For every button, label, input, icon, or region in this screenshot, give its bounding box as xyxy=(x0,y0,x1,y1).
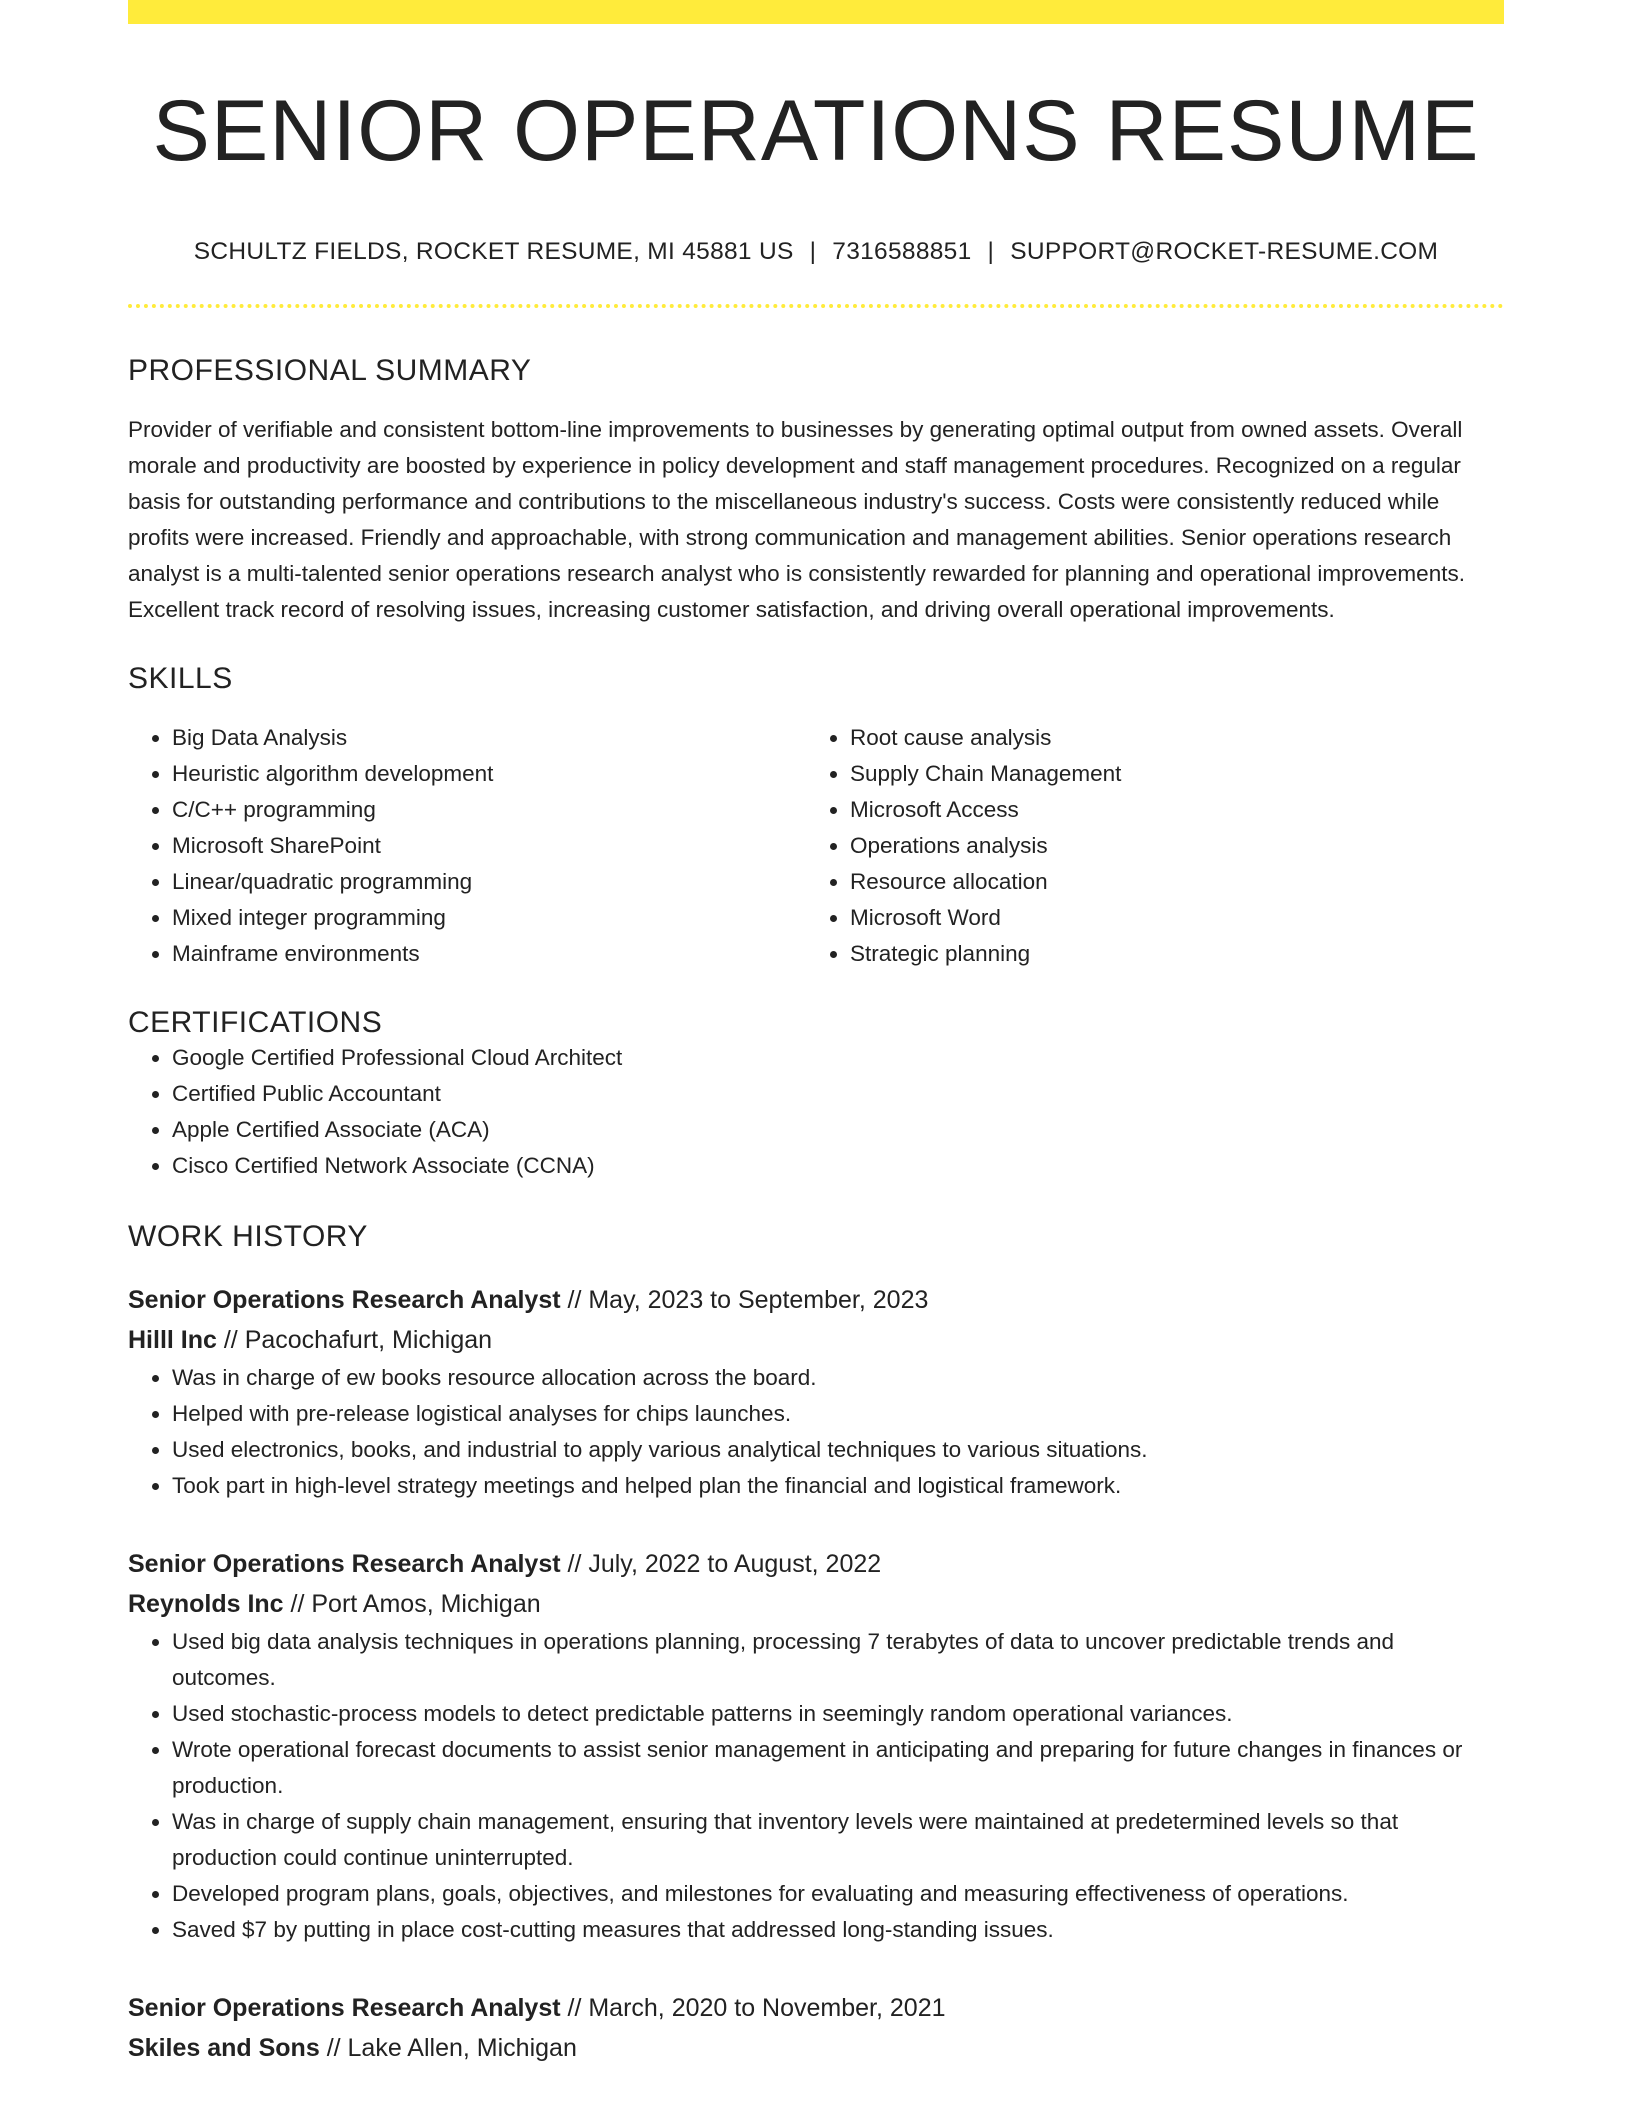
contact-line xyxy=(128,238,1504,266)
skills-heading: SKILLS xyxy=(128,662,233,696)
accent-top-bar xyxy=(128,0,1504,24)
skill-item: • Operations analysis xyxy=(850,828,1504,864)
work-history-heading: WORK HISTORY xyxy=(128,1220,368,1254)
certification-item: • Certified Public Accountant xyxy=(172,1076,1504,1112)
job-dates: // May, 2023 to September, 2023 xyxy=(560,1286,929,1315)
job-bullet: • Used big data analysis techniques in operations planning, processing 7 terabytes of data to uncover predictable trends and outcomes. xyxy=(172,1624,1504,1696)
skill-item: • Mixed integer programming xyxy=(172,900,806,936)
skill-item: • Resource allocation xyxy=(850,864,1504,900)
skill-item: • C/C++ programming xyxy=(172,792,806,828)
skills-list-right xyxy=(806,720,1504,972)
certification-item: • Google Certified Professional Cloud Architect xyxy=(172,1040,1504,1076)
certifications-heading: CERTIFICATIONS xyxy=(128,1006,383,1040)
job-bullet: • Used electronics, books, and industrial to apply various analytical techniques to various situations. xyxy=(172,1432,1504,1468)
contact-email[interactable]: SUPPORT@ROCKET-RESUME.COM xyxy=(1010,238,1439,266)
skill-item: • Linear/quadratic programming xyxy=(172,864,806,900)
job-bullet: • Was in charge of ew books resource allocation across the board. xyxy=(172,1360,1504,1396)
job-bullets xyxy=(128,1624,1504,1948)
job-bullet: • Was in charge of supply chain management, ensuring that inventory levels were maintained at predetermined levels so that production could continue uninterrupted. xyxy=(172,1804,1504,1876)
job-role-line xyxy=(128,1988,1504,2028)
contact-phone: 7316588851 xyxy=(832,238,972,266)
job-dates: // July, 2022 to August, 2022 xyxy=(560,1550,882,1579)
skill-item: • Big Data Analysis xyxy=(172,720,806,756)
job-bullet: • Used stochastic-process models to detect predictable patterns in seemingly random operational variances. xyxy=(172,1696,1504,1732)
contact-address: SCHULTZ FIELDS, ROCKET RESUME, MI 45881 US xyxy=(193,238,794,266)
job-role: Senior Operations Research Analyst xyxy=(128,1994,561,2023)
job-company-line xyxy=(128,2028,1504,2068)
job-location: // Port Amos, Michigan xyxy=(283,1590,541,1619)
skill-item: • Heuristic algorithm development xyxy=(172,756,806,792)
contact-separator: | xyxy=(987,238,995,266)
skill-item: • Root cause analysis xyxy=(850,720,1504,756)
job-dates: // March, 2020 to November, 2021 xyxy=(560,1994,946,2023)
job-bullet: • Took part in high-level strategy meetings and helped plan the financial and logistical framework. xyxy=(172,1468,1504,1504)
job-entry xyxy=(128,1280,1504,1504)
job-company: Hilll Inc xyxy=(128,1326,217,1355)
resume-title: SENIOR OPERATIONS RESUME xyxy=(152,83,1480,179)
skill-item: • Mainframe environments xyxy=(172,936,806,972)
skills-list-left xyxy=(128,720,806,972)
certification-item: • Apple Certified Associate (ACA) xyxy=(172,1112,1504,1148)
job-entry xyxy=(128,1988,1504,2068)
job-bullet: • Saved $7 by putting in place cost-cutting measures that addressed long-standing issues. xyxy=(172,1912,1504,1948)
skill-item: • Microsoft SharePoint xyxy=(172,828,806,864)
job-role-line xyxy=(128,1544,1504,1584)
job-company: Reynolds Inc xyxy=(128,1590,284,1619)
skill-item: • Microsoft Access xyxy=(850,792,1504,828)
job-role-line xyxy=(128,1280,1504,1320)
summary-text: Provider of verifiable and consistent bottom-line improvements to businesses by generating optimal output from owned assets. Overall morale and productivity are boosted by experience in policy development and staff management procedures. Recognized on a regular basis for outstanding performance and contributions to the miscellaneous industry's success. Costs were consistently reduced while profits were increased. Friendly and approachable, with strong communication and management abilities. Senior operations research analyst is a multi-talented senior operations research analyst who is consistently rewarded for planning and operational improvements. Excellent track record of resolving issues, increasing customer satisfaction, and driving overall operational improvements. xyxy=(128,417,1465,623)
job-company: Skiles and Sons xyxy=(128,2034,320,2063)
job-location: // Lake Allen, Michigan xyxy=(319,2034,577,2063)
certification-item: • Cisco Certified Network Associate (CCNA) xyxy=(172,1148,1504,1184)
resume-page xyxy=(128,0,1504,2068)
job-bullet: • Developed program plans, goals, objectives, and milestones for evaluating and measuring effectiveness of operations. xyxy=(172,1876,1504,1912)
contact-separator: | xyxy=(809,238,817,266)
job-bullet: • Helped with pre-release logistical analyses for chips launches. xyxy=(172,1396,1504,1432)
job-bullets xyxy=(128,1360,1504,1504)
certifications-list xyxy=(128,1040,1504,1184)
dotted-divider xyxy=(128,304,1504,308)
skill-item: • Supply Chain Management xyxy=(850,756,1504,792)
skill-item: • Microsoft Word xyxy=(850,900,1504,936)
skills-grid xyxy=(128,720,1504,972)
job-company-line xyxy=(128,1320,1504,1360)
job-company-line xyxy=(128,1584,1504,1624)
job-location: // Pacochafurt, Michigan xyxy=(216,1326,493,1355)
summary-heading: PROFESSIONAL SUMMARY xyxy=(128,354,532,388)
job-role: Senior Operations Research Analyst xyxy=(128,1286,561,1315)
job-role: Senior Operations Research Analyst xyxy=(128,1550,561,1579)
job-bullet: • Wrote operational forecast documents to assist senior management in anticipating and preparing for future changes in finances or production. xyxy=(172,1732,1504,1804)
job-entry xyxy=(128,1544,1504,1948)
skill-item: • Strategic planning xyxy=(850,936,1504,972)
